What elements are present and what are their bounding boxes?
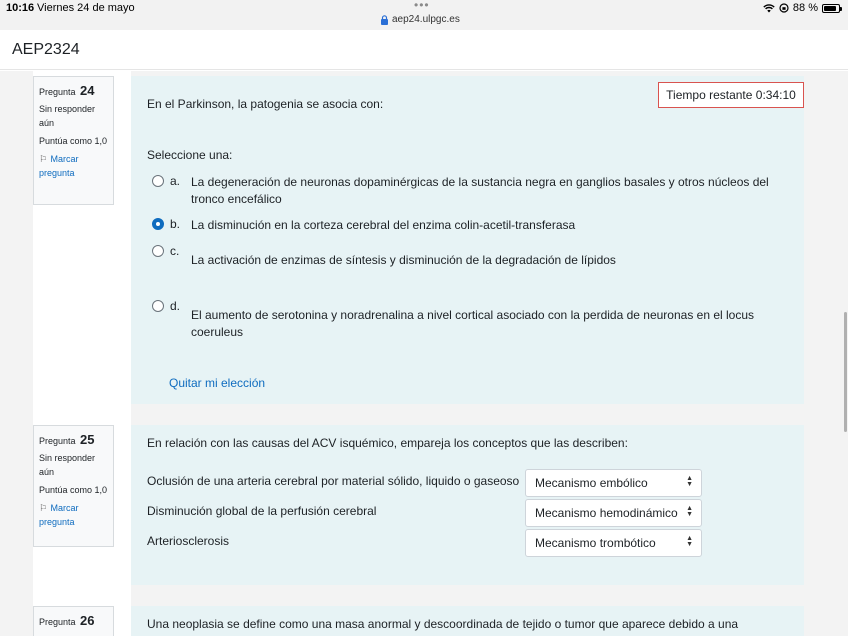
flag-icon: ⚐ (39, 154, 48, 164)
question-label: Pregunta (39, 87, 76, 97)
battery-icon (822, 4, 840, 13)
option-text[interactable]: La disminución en la corteza cerebral del enzima colin-acetil-transferasa (191, 218, 576, 232)
question-number (39, 613, 108, 628)
selected-value: Mecanismo embólico (535, 476, 648, 490)
question-grade: Puntúa como 1,0 (39, 485, 108, 495)
match-label: Oclusión de una arteria cerebral por material sólido, liquido o gaseoso (147, 474, 520, 488)
selected-value: Mecanismo trombótico (535, 536, 656, 550)
radio-d[interactable] (152, 300, 164, 312)
question-info-26 (33, 606, 114, 636)
quiz-page (0, 71, 848, 636)
select-arrows-icon: ▲ ▼ (686, 535, 693, 548)
answer-option-d[interactable] (152, 297, 772, 337)
option-letter: d. (170, 299, 181, 313)
question-content-26 (131, 606, 804, 636)
selected-value: Mecanismo hemodinámico (535, 506, 678, 520)
option-text[interactable]: El aumento de serotonina y noradrenalina a nivel cortical asociado con la perdida de neuronas en el locus coeruleus (191, 308, 755, 339)
status-indicators (763, 2, 840, 14)
site-title[interactable]: AEP2324 (12, 41, 80, 58)
answer-option-a[interactable] (152, 172, 772, 208)
question-state: Sin responder aún (39, 104, 96, 128)
option-text[interactable]: La degeneración de neuronas dopaminérgicas de la sustancia negra en ganglios basales y otros núcleos del tronco encefálico (191, 175, 769, 206)
question-text: En el Parkinson, la patogenia se asocia con: (147, 97, 384, 111)
flag-label: Marcar pregunta (39, 503, 79, 527)
radio-b-selected[interactable] (152, 218, 164, 230)
question-info-25 (33, 425, 114, 547)
flag-question-link[interactable] (39, 152, 108, 180)
radio-a[interactable] (152, 175, 164, 187)
question-content-25 (131, 425, 804, 585)
select-arrows-icon: ▲ ▼ (686, 505, 693, 518)
match-label: Disminución global de la perfusión cerebral (147, 504, 377, 518)
question-number-value: 26 (80, 613, 95, 628)
battery-percent: 88 % (792, 2, 818, 14)
match-label: Arteriosclerosis (147, 534, 230, 548)
option-text[interactable]: La activación de enzimas de síntesis y disminución de la degradación de lípidos (191, 253, 616, 267)
question-state: Sin responder aún (39, 453, 96, 477)
question-label: Pregunta (39, 617, 76, 627)
match-select-2[interactable] (525, 499, 702, 527)
answer-option-c[interactable] (152, 242, 772, 272)
status-date: Viernes 24 de mayo (37, 2, 135, 14)
url-text: aep24.ulpgc.es (392, 14, 460, 25)
question-number-value: 25 (80, 432, 95, 447)
question-number (39, 83, 108, 98)
question-number-value: 24 (80, 83, 95, 98)
flag-label: Marcar pregunta (39, 154, 79, 178)
question-text: Una neoplasia se define como una masa anormal y descoordinada de tejido o tumor que aparece debido a una (147, 617, 739, 631)
question-grade: Puntúa como 1,0 (39, 136, 108, 146)
radio-c[interactable] (152, 245, 164, 257)
scrollbar[interactable] (844, 312, 847, 432)
option-letter: a. (170, 174, 181, 188)
site-lock-icon (380, 15, 389, 25)
orientation-lock-icon (779, 3, 789, 13)
option-letter: c. (170, 244, 180, 258)
match-select-1[interactable] (525, 469, 702, 497)
flag-icon: ⚐ (39, 503, 48, 513)
site-header (0, 30, 848, 70)
question-label: Pregunta (39, 436, 76, 446)
question-content-24 (131, 76, 804, 404)
more-dots-icon[interactable]: ••• (414, 0, 430, 12)
status-bar (0, 0, 848, 30)
status-time: 10:16 (6, 2, 35, 14)
match-select-3[interactable] (525, 529, 702, 557)
question-text: En relación con las causas del ACV isquémico, empareja los conceptos que las describen: (147, 436, 628, 450)
address-bar[interactable] (380, 14, 460, 25)
select-arrows-icon: ▲ ▼ (686, 475, 693, 488)
answer-option-b[interactable] (152, 215, 772, 235)
question-number (39, 432, 108, 447)
option-letter: b. (170, 217, 181, 231)
wifi-icon (763, 4, 775, 13)
select-one-prompt: Seleccione una: (147, 148, 233, 162)
time-remaining: Tiempo restante 0:34:10 (658, 82, 804, 108)
clear-choice-link[interactable]: Quitar mi elección (169, 376, 266, 390)
flag-question-link[interactable] (39, 501, 108, 529)
question-info-24 (33, 76, 114, 205)
